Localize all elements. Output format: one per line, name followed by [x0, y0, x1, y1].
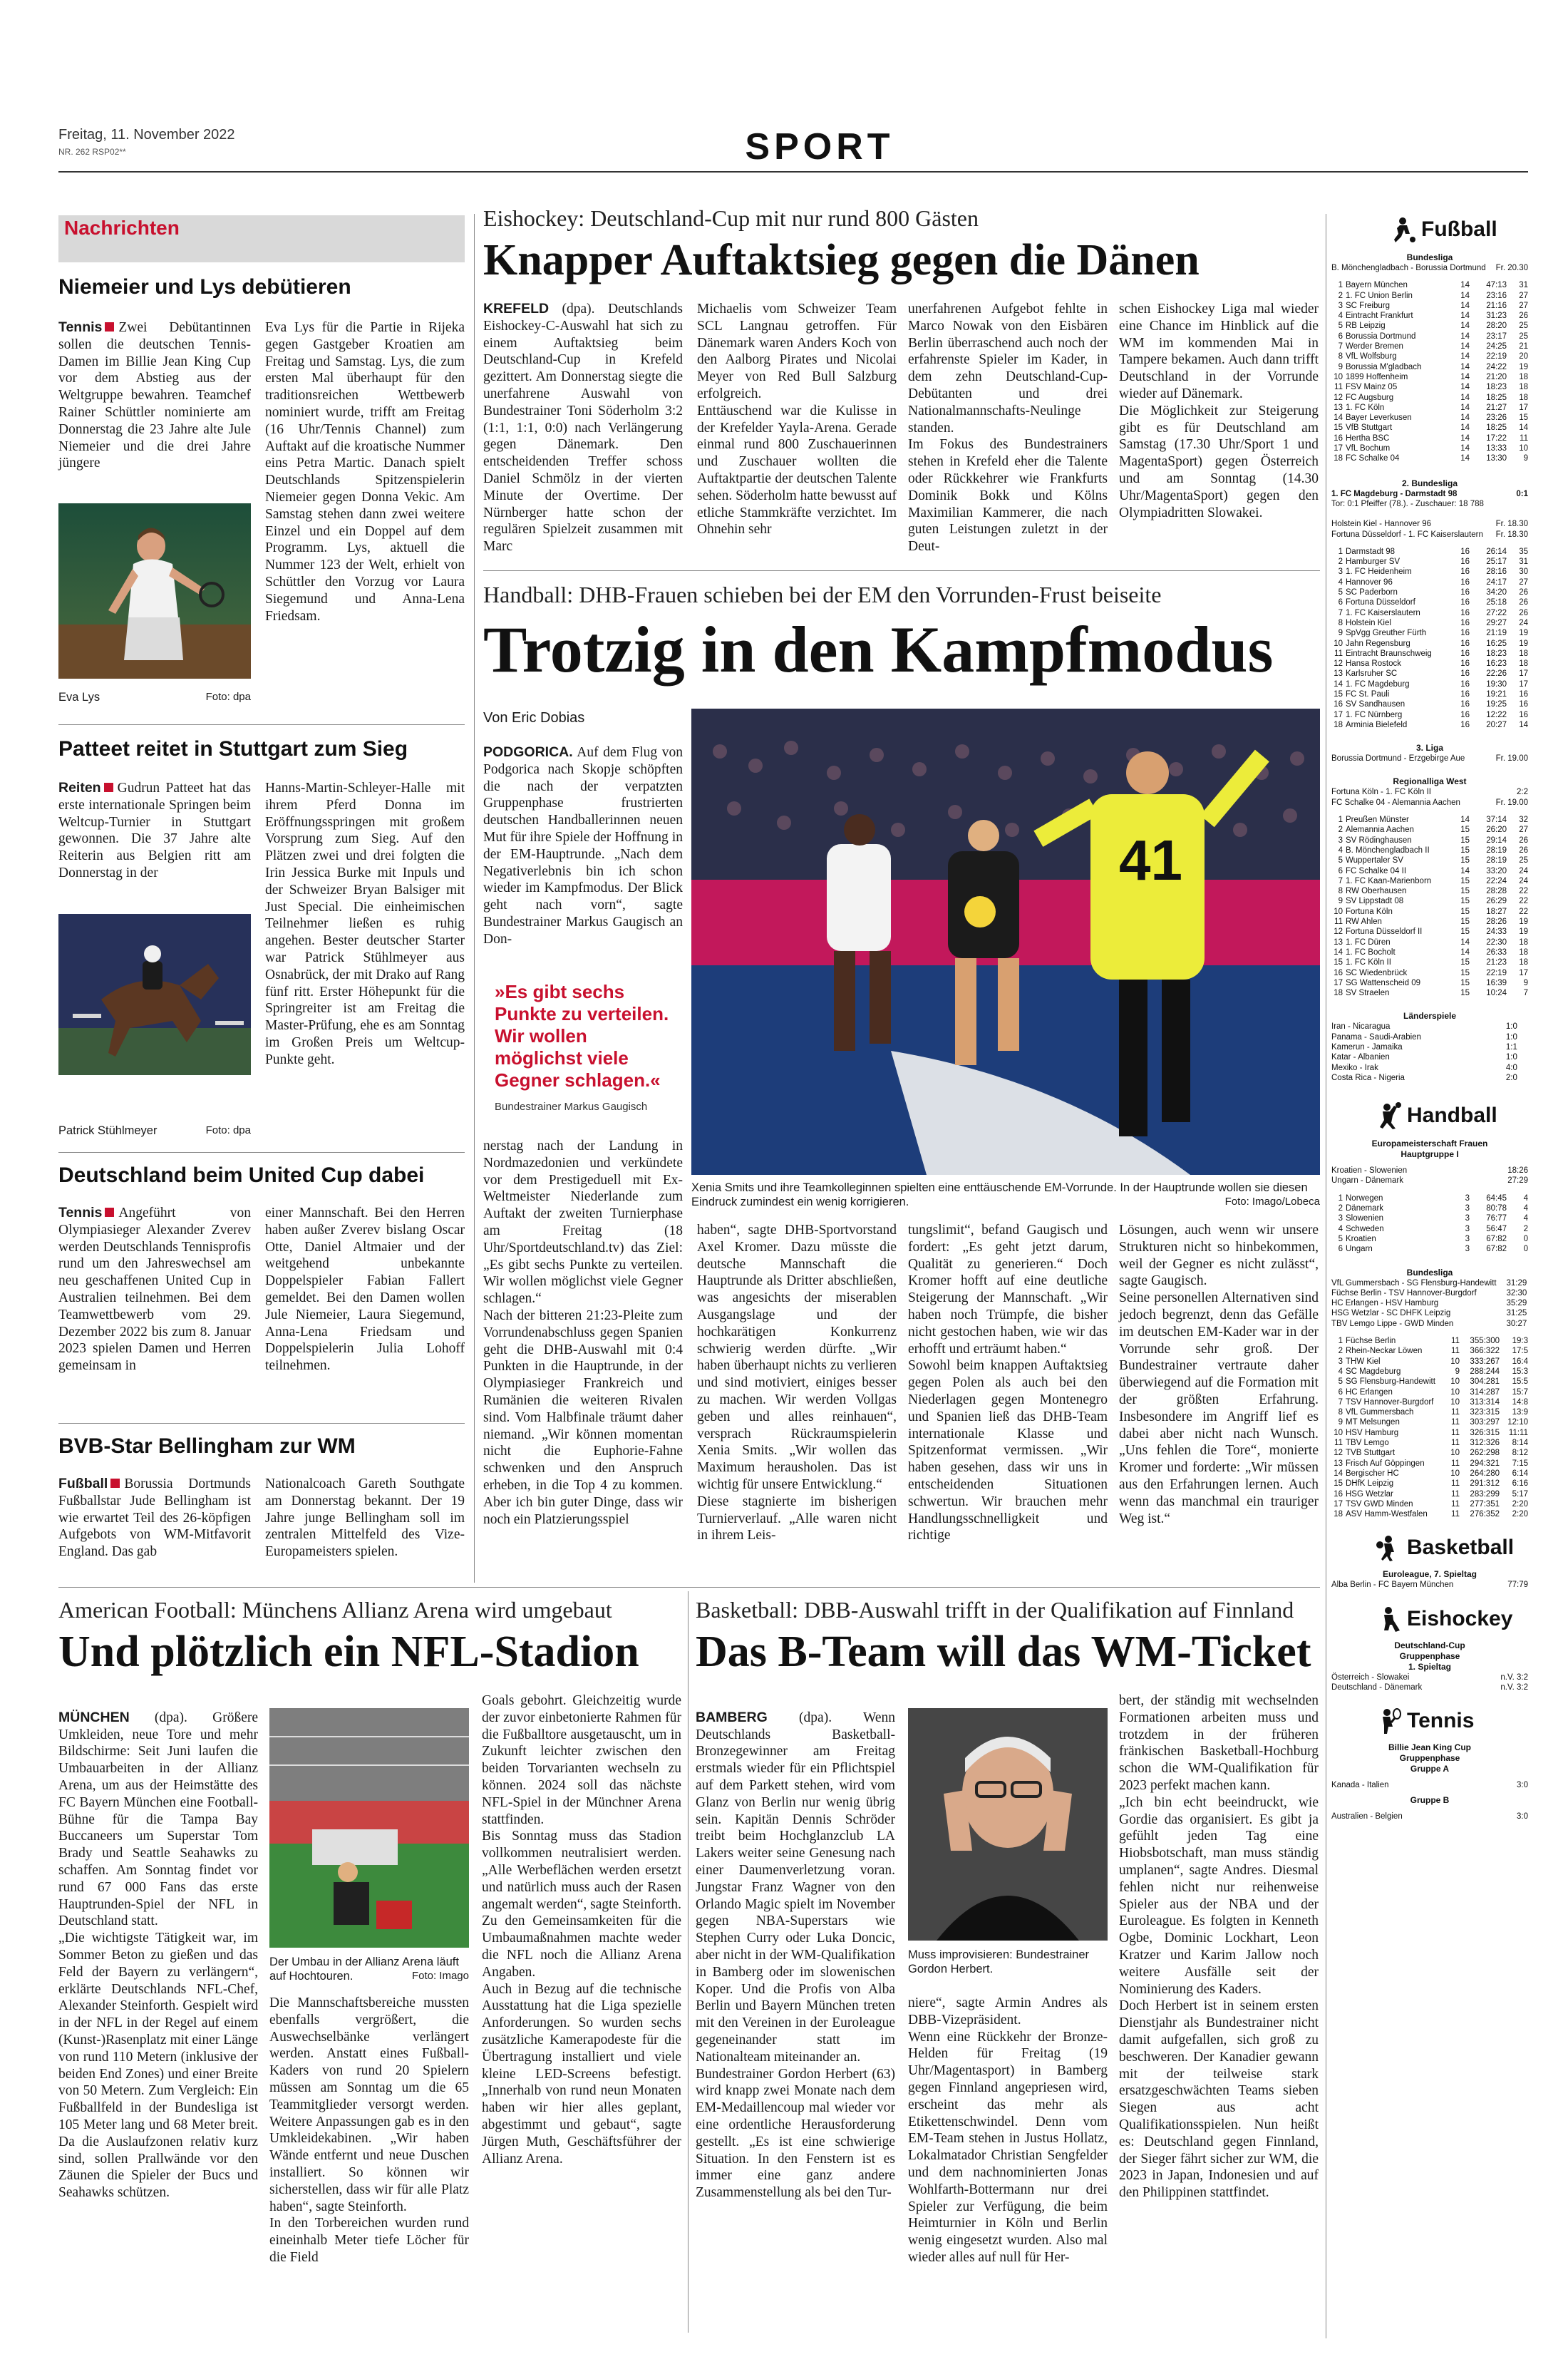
news-4-col1 — [58, 1476, 251, 1561]
table-row: 1 Füchse Berlin 11 355:300 19:3 — [1338, 1337, 1528, 1346]
handball-col2: haben“, sagte DHB-Sportvorstand Axel Kromer. Dazu müsste die deutsche Mannschaft die Hauptrunde als Dritter abschließen, was angesichts der miserablen Ausgangslage und der hochkarätigen Konkurrenz schwierig werden dürfte. „Wir haben überhaupt nichts zu verlieren und sind motiviert, einiges besser zu machen. Wir werden Vollgas geben und alles reinhauen“, versprach Rückraumspielerin Xenia Smits. „Wir wollen das Maximum herausholen. Das ist wichtig für unsere Entwicklung.“ Diese stagnierte im bisherigen Turnierverlauf. „Alle waren nicht in ihrem Leis- — [697, 1223, 897, 1543]
table-row: 18 Arminia Bielefeld 16 20:27 14 — [1334, 720, 1528, 729]
handball-col3: tungslimit“, befand Gaugisch und fordert: „Es geht jetzt darum, Qualität zu generieren.“ Doch Kromer hofft auf eine deutliche Steigerung der Mannschaft. „Wir haben noch Trümpfe, die bisher nicht gestochen haben, wie wir das erhofft und erträumt haben.“ Sowohl beim knappen Auftaktsieg gegen Polen als auch bei den Niederlagen gegen Montenegro und Spanien ließ das DHB-Team internationale Klasse und Spitzenformat vermissen. „Wir haben gesehen, dass wir uns in entscheidenden Situationen schwertun. Wir brauchen mehr Handlungsschnelligkeit und richtige — [908, 1223, 1108, 1543]
table-row: 5 SC Paderborn 16 34:20 26 — [1338, 588, 1528, 597]
football-col1: MÜNCHEN (dpa). Größere Umkleiden, neue Tore und mehr Bildschirme: Seit Juni laufen die Umbauarbeiten in der Allianz Arena, um aus der Heimstätte des FC Bayern München eine Football-Bühne für die Tampa Bay Buccaneers um Superstar Tom Brady und Seattle Seahawks zu schaffen. Am Sonntag findet vor rund 67 000 Fans das erste Hauptrunden-Spiel der NFL in Deutschland statt. „Die wichtigste Tätigkeit war, im Sommer Beton zu gießen und das Feld der Bayern zu verlängern“, erklärte Deutschlands NFL-Chef, Alexander Steinforth. Gespielt wird in der NFL in der Regel auf einem (Kunst-)Rasenplatz mit einer Länge von rund 110 Metern (inklusive der beiden End Zones) und einer Breite von 50 Metern. Zum Vergleich: Ein Fußballfeld in der Bundesliga ist 105 Meter lang und 68 Meter breit. Da die Auslaufzonen relativ kurz sind, sollen Prallwände vor den Zäunen die Spieler der Bucs und Seahawks schützen. — [58, 1709, 258, 2201]
table-row: 13 Karlsruher SC 16 22:26 17 — [1334, 669, 1528, 679]
table-row: VfL Gummersbach - SG Flensburg-Handewitt 31:29 — [1331, 1278, 1527, 1288]
table-row: 6 Borussia Dortmund 14 23:17 25 — [1338, 332, 1528, 341]
table-row: 12 TVB Stuttgart 10 262:298 8:12 — [1334, 1449, 1528, 1458]
news-headline-2: Patteet reitet in Stuttgart zum Sieg — [58, 737, 408, 761]
bb-head: Euroleague, 7. Spieltag — [1382, 1569, 1477, 1580]
table-row: 12 Fortuna Düsseldorf II 15 24:33 19 — [1334, 928, 1528, 937]
eishockey-divider — [483, 570, 1320, 571]
hb-em-table — [1331, 1193, 1528, 1255]
table-row: 14 1. FC Magdeburg 16 19:30 17 — [1334, 679, 1528, 689]
table-row: 7 Werder Bremen 14 24:25 21 — [1338, 342, 1528, 351]
eh-matches: Österreich - Slowakei n.V. 3:2 Deutschland - Dänemark n.V. 3:2 — [1331, 1673, 1528, 1692]
table-row: 4 SC Magdeburg 9 288:244 15:3 — [1338, 1367, 1528, 1376]
table-row: 4 Eintracht Frankfurt 14 31:23 26 — [1338, 312, 1528, 321]
photo-patrick-stuehlmeyer — [58, 914, 251, 1075]
table-row: 11 RW Ahlen 15 28:26 19 — [1334, 918, 1528, 927]
header-rule — [58, 171, 1528, 173]
hb-em-head: Europameisterschaft Frauen — [1371, 1139, 1488, 1149]
bl2-goal: Tor: 0:1 Pfeiffer (78.). - Zuschauer: 18 788 — [1331, 499, 1484, 508]
table-row: 18 SV Straelen 15 10:24 7 — [1334, 989, 1528, 998]
table-row: 7 TSV Hannover-Burgdorf 10 313:314 14:8 — [1338, 1397, 1528, 1407]
eishockey-col2: Michaelis vom Schweizer Team SCL Langnau getroffen. Für Dänemark waren Anders Koch von den Aalborg Pirates und Nicolai Meyer von Red Bull Salzburg erfolgreich. Enttäuschend war die Kulisse in der Krefelder Yayla-Arena. Gerade einmal rund 800 Zuschauerinnen und Zuschauer wollten die Auftaktpartie der deutschen Talente sehen. Söderholm hatte bewusst auf etliche Stammkräfte verzichtet. Im Ohnehin sehr — [697, 302, 897, 538]
football-col3: Goals gebohrt. Gleichzeitig wurde der zuvor einbetonierte Rahmen für die Fußballtore ausgetauscht, um in Zukunft leichter zwischen den beiden Torvarianten wechseln zu können. 2024 soll das nächste NFL-Spiel in der Münchner Arena stattfinden. Bis Sonntag muss das Stadion vollkommen neutralisiert werden. „Alle Werbeflächen werden ersetzt und natürlich muss auch der Rasen angemalt werden“, sagte Steinforth. Zu den Gemeinsamkeiten für die Umbaumaßnahmen machte weder die NFL noch die Allianz Arena Angaben. Auch in Bezug auf die technische Ausstattung hat die Liga spezielle Anforderungen. So wurden sechs zusätzliche Kamerapodeste für die Übertragung installiert und viele kleine LED-Screens befestigt. „Innerhalb von rund neun Monaten haben wir hier alles geplant, abgestimmt und gebaut“, sagte Jürgen Muth, Geschäftsführer der Allianz Arena. — [482, 1693, 681, 2167]
rl-table — [1331, 815, 1528, 998]
svg-text:41: 41 — [1119, 828, 1182, 892]
caption-stuehlmeyer: Patrick Stühlmeyer Foto: dpa — [58, 1124, 251, 1137]
photo-gordon-herbert — [908, 1708, 1108, 1941]
table-row: 15 1. FC Köln II 15 21:23 18 — [1334, 958, 1528, 967]
news-box-head — [58, 215, 465, 262]
eh-sub2: 1. Spieltag — [1408, 1661, 1452, 1672]
table-row: 8 RW Oberhausen 15 28:28 22 — [1338, 887, 1528, 896]
news-headline-4: BVB-Star Bellingham zur WM — [58, 1434, 356, 1458]
bl2-fixtures: Holstein Kiel - Hannover 96 Fr. 18.30 Fortuna Düsseldorf - 1. FC Kaiserslautern Fr. 18.30 — [1331, 520, 1528, 539]
caption-eva-lys: Eva Lys Foto: dpa — [58, 691, 251, 704]
news-4-tag: Fußball — [58, 1476, 108, 1491]
table-row: 1 Bayern München 14 47:13 31 — [1338, 281, 1528, 290]
table-row: 10 Fortuna Köln 15 18:27 22 — [1334, 907, 1528, 916]
news-2-col1 — [58, 780, 251, 882]
news-2-tag: Reiten — [58, 780, 101, 796]
handball-headline: Trotzig in den Kampfmodus — [483, 613, 1274, 686]
red-square-icon — [104, 783, 113, 792]
eishockey-dateline: KREFELD — [483, 301, 550, 317]
table-row: 13 Frisch Auf Göppingen 11 294:321 7:15 — [1334, 1459, 1528, 1468]
table-row: 5 Wuppertaler SV 15 28:19 25 — [1338, 856, 1528, 865]
tennis-player-icon — [1374, 1707, 1403, 1735]
table-row: Costa Rica - Nigeria 2:0 — [1331, 1073, 1517, 1082]
table-row: 4 Schweden 3 56:47 2 — [1338, 1224, 1528, 1233]
photo-eva-lys — [58, 503, 251, 679]
table-row: 17 VfL Bochum 14 13:33 10 — [1334, 444, 1528, 453]
table-row: 8 VfL Gummersbach 11 323:315 13:9 — [1338, 1408, 1528, 1417]
table-row: 8 Holstein Kiel 16 29:27 24 — [1338, 618, 1528, 627]
news-3-col1 — [58, 1205, 251, 1375]
news-3-col2: einer Mannschaft. Bei den Herren haben außer Zverev bislang Oscar Otte, Daniel Altmaier und der weitgehend unbekannte Doppelspieler Fabian Fallert gemeldet. Bei den Damen wollen Jule Niemeier, Laura Siegemund, Anna-Lena Friedsam und Doppelspielerin Julia Lohoff teilnehmen. — [265, 1206, 465, 1374]
table-row: 7 1. FC Kaiserslautern 16 27:22 26 — [1338, 608, 1528, 617]
table-row: Mexiko - Irak 4:0 — [1331, 1063, 1517, 1072]
fussball-bl-head: Bundesliga — [1406, 252, 1453, 262]
mid-rule — [58, 1587, 1320, 1588]
table-row: Iran - Nicaragua 1:0 — [1331, 1022, 1517, 1032]
eishockey-col1: KREFELD (dpa). Deutschlands Eishockey-C-Auswahl hat sich zu einem Auftaktsieg beim Deutschland-Cup in Krefeld gezittert. Am Donnerstag siegte die unerfahrene Auswahl von Bundestrainer Toni Söderholm 3:2 (1:1, 1:1, 0:0) nach Verlängerung gegen Dänemark. Den entscheidenden Treffer schoss Daniel Schmölz in der vierten Minute der Overtime. Der Nürnberger hatte schon der regulären Spielzeit zusammen mit Marc — [483, 301, 684, 555]
basketball-dateline: BAMBERG — [696, 1709, 768, 1725]
bl2-table — [1331, 547, 1528, 730]
table-row: 11 FSV Mainz 05 14 18:23 18 — [1334, 383, 1528, 392]
fussball-bl2-head: 2. Bundesliga — [1401, 478, 1458, 488]
photo-handball-game — [691, 709, 1320, 1175]
table-row: 2 Hamburger SV 16 25:17 31 — [1338, 558, 1528, 567]
table-row: 8 VfL Wolfsburg 14 22:19 20 — [1338, 352, 1528, 361]
handball-kicker: Handball: DHB-Frauen schieben bei der EM den Vorrunden-Frust beiseite — [483, 582, 1162, 607]
table-row: 18 ASV Hamm-Westfalen 11 276:352 2:20 — [1334, 1510, 1528, 1519]
table-row: TBV Lemgo Lippe - GWD Minden 30:27 — [1331, 1319, 1527, 1328]
eishockey-col3: unerfahrenen Aufgebot fehlte in Marco Nowak von den Eisbären Berlin überraschend auch noch der erfahrenste Spieler im Kader, in dem zehn Deutschland-Cup-Debütanten und drei Nationalmannschafts-Neulinge standen. Im Fokus des Bundestrainers stehen in Krefeld eher die Talente oder Rückkehrer wie Frankfurts Dominik Bokk und Kölns Maximilian Kammerer, die nach guten Leistungen zuletzt in der Deut- — [908, 302, 1108, 555]
rl-head: Regionalliga West — [1393, 776, 1467, 787]
edition-code: NR. 262 RSP02** — [58, 147, 126, 157]
ice-hockey-icon — [1374, 1605, 1403, 1633]
table-row: 3 1. FC Heidenheim 16 28:16 30 — [1338, 567, 1528, 577]
table-row: 13 1. FC Düren 14 22:30 18 — [1334, 937, 1528, 947]
basketball-player-icon — [1374, 1533, 1403, 1562]
fussball-head: Fußball — [1388, 215, 1528, 244]
tn-head: Billie Jean King Cup — [1388, 1742, 1471, 1753]
hb-bl-matches — [1331, 1278, 1528, 1329]
table-row: 1 Darmstadt 98 16 26:14 35 — [1338, 547, 1528, 556]
table-row: 4 Hannover 96 16 24:17 27 — [1338, 577, 1528, 587]
table-row: Katar - Albanien 1:0 — [1331, 1053, 1517, 1062]
table-row: 6 Ungarn 3 67:82 0 — [1338, 1245, 1528, 1254]
table-row: 1 Norwegen 3 64:45 4 — [1338, 1193, 1528, 1203]
news-divider-2 — [58, 1152, 465, 1153]
football-dateline: MÜNCHEN — [58, 1709, 130, 1725]
bb-match: Alba Berlin - FC Bayern München 77:79 — [1331, 1581, 1528, 1590]
table-row: Kamerun - Jamaika 1:1 — [1331, 1043, 1517, 1052]
hb-bl-head: Bundesliga — [1406, 1267, 1453, 1278]
table-row: 2 Alemannia Aachen 15 26:20 27 — [1338, 826, 1528, 835]
table-row: 16 SC Wiedenbrück 15 22:19 17 — [1334, 968, 1528, 977]
red-square-icon — [105, 322, 114, 332]
table-row: Füchse Berlin - TSV Hannover-Burgdorf 32:30 — [1331, 1288, 1527, 1298]
tennis-head: Tennis — [1374, 1707, 1528, 1735]
table-row: 16 SV Sandhausen 16 19:25 16 — [1334, 700, 1528, 709]
table-row: 2 Rhein-Neckar Löwen 11 366:322 17:5 — [1338, 1347, 1528, 1356]
ls-head: Länderspiele — [1403, 1011, 1457, 1022]
table-row: 1 Preußen Münster 14 37:14 32 — [1338, 816, 1528, 825]
basketball-col3: bert, der ständig mit wechselnden Formationen arbeiten muss und trotzdem in der früheren fränkischen Basketball-Hochburg schon die WM-Qualifikation für 2023 perfekt machen kann. „Ich bin echt beeindruckt, wie Gordie das organisiert. Es gibt ja gefühlt jeden Tag eine Hiobsbotschaft, man muss ständig umplanen“, sagte Andres. Diesmal fehlen nicht nur reihenweise Spieler aus der NBA und der Euroleague. Es folgten in Kenneth Ogbe, Dominic Lockhart, Leon Kratzer und Karim Jallow noch weitere Ausfälle seit der Nominierung des Kaders. Doch Herbert ist in seinem ersten Dienstjahr als Bundestrainer nicht damit aufgefallen, sich groß zu beschweren. Der Kanadier gewann mit der teilweise stark ersatzgeschwächten Teams sieben Siegen aus acht Qualifikationsspielen. Nun heißt es: Deutschland gegen Finnland, der Sieger fährt sicher zur WM, die 2023 in Japan, Indonesien und auf den Philippinen stattfindet. — [1119, 1693, 1319, 2201]
handball-dateline: PODGORICA. — [483, 744, 573, 760]
table-row: 15 FC St. Pauli 16 19:21 16 — [1334, 689, 1528, 699]
table-row: 12 Hansa Rostock 16 16:23 18 — [1334, 659, 1528, 669]
table-row: 17 TSV GWD Minden 11 277:351 2:20 — [1334, 1499, 1528, 1509]
tn-gb: Gruppe B — [1410, 1794, 1450, 1805]
liga3-match: Borussia Dortmund - Erzgebirge Aue Fr. 19.00 — [1331, 754, 1528, 764]
handball-head: Handball — [1374, 1101, 1528, 1130]
soccer-player-icon — [1388, 215, 1417, 244]
section-title: SPORT — [745, 126, 894, 168]
col-rule-news — [474, 214, 475, 1583]
basketball-col2: niere“, sagte Armin Andres als DBB-Vizepräsident. Wenn eine Rückkehr der Bronze-Helden für Freitag (19 Uhr/Magentasport) in Bamberg gegen Finnland angepriesen wird, erscheint das mehr als Etikettenschwindel. Denn vom EM-Team stehen in Justus Hollatz, Lokalmatador Christian Sengfelder und dem nachnominierten Jonas Wohlfarth-Bottermann nur drei Spieler zur Verfügung, die beim Heimturnier in Köln und Berlin wenig eingesetzt wurden. Also mal wieder alles auf null für Her- — [908, 1995, 1108, 2265]
news-2-text: Gudrun Patteet hat das erste internationale Springen beim Weltcup-Turnier in Stuttgart gewonnen. Die 37 Jahre alte Reiterin aus Belgien ritt am Donnerstag in der — [58, 781, 251, 880]
news-title: Nachrichten — [64, 217, 180, 239]
table-row: 3 SC Freiburg 14 21:16 27 — [1338, 301, 1528, 310]
table-row: 15 DHfK Leipzig 11 291:312 6:16 — [1334, 1479, 1528, 1489]
table-row: 3 THW Kiel 10 333:267 16:4 — [1338, 1357, 1528, 1366]
handball-col4: Lösungen, auch wenn wir unsere Strukturen nicht so hinbekommen, weil der Gegner es nicht zulässt“, sagte Gaugisch. Seine personellen Alternativen sind jedoch begrenzt, denn das Gefälle im deutschen EM-Kader war in der Vorrunde sehr groß. Der Bundestrainer vertraute daher überwiegend auf die Formation mit der größten Erfahrung. Insbesondere im Angriff lief es dabei aber nicht nach Wunsch. „Uns fehlen die Tore“, monierte Kromer und forderte: „Wir müssen aus den Erfahrungen lernen. Auch wenn das manchmal ein trauriger Weg ist.“ — [1119, 1223, 1319, 1526]
table-row: Panama - Saudi-Arabien 1:0 — [1331, 1032, 1517, 1042]
table-row: 2 1. FC Union Berlin 14 23:16 27 — [1338, 291, 1528, 300]
sidebar — [1331, 214, 1528, 1821]
red-square-icon — [105, 1208, 114, 1217]
table-row: 10 Jahn Regensburg 16 16:25 19 — [1334, 639, 1528, 648]
handball-player-icon — [1374, 1101, 1403, 1130]
bl-match: B. Mönchengladbach - Borussia Dortmund Fr. 20.30 — [1331, 264, 1528, 272]
table-row: 18 FC Schalke 04 14 13:30 9 — [1334, 454, 1528, 463]
news-divider-3 — [58, 1423, 465, 1424]
handball-lead: PODGORICA. Auf dem Flug von Podgorica nach Skopje schöpften die nach der verpatzten Gruppenphase frustrierten deutschen Handballerinnen neuen Mut für ihre Spiele der Hoffnung in der EM-Hauptrunde. „Nach dem Negativerlebnis bin ich schon wieder im Kampfmodus. Der Blick geht nach vorn“, sagte Bundestrainer Markus Gaugisch an Don- — [483, 744, 683, 947]
eh-sub: Gruppenphase — [1399, 1650, 1460, 1661]
table-row: 3 SV Rödinghausen 15 29:14 26 — [1338, 836, 1528, 845]
handball-col1: nerstag nach der Landung in Nordmazedonien und verkündete vor dem Prestigeduell mit Ex-Weltmeister Niederlande zum Auftakt der zweiten Turnierphase am Freitag (18 Uhr/Sportdeutschland.tv) das Ziel: „Es gibt sechs Punkte zu verteilen. Wir wollen möglichst viele Gegner schlagen.“ Nach der bitteren 21:23-Pleite zum Vorrundenabschluss gegen Spanien geht die DHB-Auswahl mit 0:4 Punkten in die Hauptrunde, in der Olympiasieger Frankreich und Rumänien die weiteren Rivalen sind. Vom Halbfinale träumt daher niemand. „Wir können momentan nicht die Euphorie-Fahne schwenken und den Anspruch erheben, in die Top 4 zu kommen. Aber ich bin guter Dinge, dass wir noch ein Platzierungsspiel — [483, 1139, 683, 1527]
eh-head: Deutschland-Cup — [1394, 1640, 1465, 1650]
table-row: 14 Bergischer HC 10 264:280 6:14 — [1334, 1469, 1528, 1478]
basketball-caption: Muss improvisieren: Bundestrainer Gordon Herbert. — [908, 1948, 1090, 1975]
bl-table — [1331, 280, 1528, 463]
photo-allianz-arena — [269, 1708, 469, 1948]
basketball-head: Basketball — [1374, 1533, 1528, 1562]
handball-caption: Xenia Smits und ihre Teamkolleginnen spielten eine enttäuschende EM-Vorrunde. In der Hauptrunde wollen sie diesen Eindruck zumindest ein wenig korrigieren. Foto: Imago/Lobeca — [691, 1181, 1320, 1208]
table-row: 13 1. FC Köln 14 21:27 17 — [1334, 403, 1528, 412]
table-row: 10 1899 Hoffenheim 14 21:20 18 — [1334, 372, 1528, 381]
news-divider-1 — [58, 724, 465, 725]
news-1-tag: Tennis — [58, 319, 103, 335]
table-row: 5 SG Flensburg-Handewitt 10 304:281 15:5 — [1338, 1377, 1528, 1387]
football-caption: Der Umbau in der Allianz Arena läuft auf Hochtouren. Foto: Imago — [269, 1956, 469, 1983]
news-3-tag: Tennis — [58, 1205, 103, 1221]
basketball-headline: Das B-Team will das WM-Ticket — [696, 1628, 1311, 1676]
news-1-text: Zwei Debütantinnen sollen die deutschen Tennis-Damen im Billie Jean King Cup vor dem Abstieg aus der Weltgruppe bewahren. Teamchef Rainer Schüttler nominierte am Donnerstag die 23 Jahre alte Jule Niemeier und die drei Jahre jüngere — [58, 320, 251, 471]
handball-quote: »Es gibt sechs Punkte zu verteilen. Wir wollen möglichst viele Gegner schlagen.« — [495, 981, 669, 1091]
table-row: 6 FC Schalke 04 II 14 33:20 24 — [1338, 866, 1528, 875]
news-4-text: Borussia Dortmunds Fußballstar Jude Bellingham ist wie erwartet Teil des 26-köpfigen Aufgebots von WM-Mitfavorit England. Das gab — [58, 1476, 251, 1560]
table-row: 14 Bayer Leverkusen 14 23:26 15 — [1334, 413, 1528, 423]
table-row: 9 SpVgg Greuther Fürth 16 21:19 19 — [1338, 629, 1528, 638]
liga3-head: 3. Liga — [1415, 743, 1443, 754]
football-col2: Die Mannschaftsbereiche mussten ebenfalls vergrößert, die Auswechselbänke verlängert werden. Anstatt eines Fußball-Kaders von rund 20 Spielern müssen am Sonntag um die 65 Teammitglieder versorgt werden. Weitere Anpassungen gab es in den Umkleidekabinen. „Wir haben Wände entfernt und neue Duschen installiert. So können wir sicherstellen, dass wir für alle Platz haben“, sagte Steinforth. In den Torbereichen wurden rund eineinhalb Meter tiefe Löcher für die Field — [269, 1995, 469, 2265]
news-3-text: Angeführt von Olympiasieger Alexander Zverev werden Deutschlands Tennisprofis rund um den Jahreswechsel am neu geschaffenen United Cup in Australien teilnehmen. Bei dem Teamwettbewerb vom 29. Dezember 2022 bis zum 8. Januar 2023 spielen Damen und Herren gemeinsam in — [58, 1206, 251, 1374]
tn-ga-match: Kanada - Italien 3:0 — [1331, 1781, 1528, 1790]
football-headline: Und plötzlich ein NFL-Stadion — [58, 1628, 639, 1676]
table-row: 9 SV Lippstadt 08 15 26:29 22 — [1338, 897, 1528, 906]
table-row: 9 MT Melsungen 11 303:297 12:10 — [1338, 1418, 1528, 1427]
table-row: 11 Eintracht Braunschweig 16 18:23 18 — [1334, 649, 1528, 658]
handball-quote-source: Bundestrainer Markus Gaugisch — [495, 1101, 648, 1113]
table-row: 7 1. FC Kaan-Marienborn 15 22:24 24 — [1338, 876, 1528, 885]
table-row: 6 Fortuna Düsseldorf 16 25:18 26 — [1338, 598, 1528, 607]
table-row: HSG Wetzlar - SC DHFK Leipzig 31:25 — [1331, 1309, 1527, 1318]
eishockey-kicker: Eishockey: Deutschland-Cup mit nur rund 800 Gästen — [483, 205, 979, 231]
hb-bl-table — [1331, 1336, 1528, 1519]
eishockey-headline: Knapper Auftaktsieg gegen die Dänen — [483, 236, 1200, 284]
eishockey-col4: schen Eishockey Liga mal wieder eine Chance im Hinblick auf die WM im kommenden Mai in Tampere bekamen. Auch dann trifft Deutschland in der Vorrunde wieder auf Dänemark. Die Möglichkeit zur Steigerung gibt es für Deutschland am Samstag (17.30 Uhr/Sport 1 und MagentaSport) gegen Österreich und am Sonntag (14.30 Uhr/MagentaSport) gegen den Olympiadritten Slowakei. — [1119, 302, 1319, 520]
table-row: 9 Borussia M'gladbach 14 24:22 19 — [1338, 362, 1528, 371]
news-2-col2: Hanns-Martin-Schleyer-Halle mit ihrem Pferd Donna im Eröffnungsspringen mit großem Vorsprung zum Sieg. Auf den Plätzen zwei und drei folgten die Irin Jessica Burke mit Inpuls und der Schweizer Bryan Balsiger mit Just Special. Die einheimischen Teilnehmer ließen es ruhig angehen. Bester deutscher Starter war Patrick Stühlmeyer aus Osnabrück, der mit Drako auf Rang fünf ritt. Erster Höhepunkt für die Springreiter ist am Freitag die Master-Prüfung, ehe es am Sonntag im Großen Preis um Weltcup-Punkte geht. — [265, 781, 465, 1067]
table-row: 4 B. Mönchengladbach II 15 28:19 26 — [1338, 846, 1528, 855]
table-row: 17 1. FC Nürnberg 16 12:22 16 — [1334, 710, 1528, 719]
news-1-col1 — [58, 319, 251, 472]
basketball-col1: BAMBERG (dpa). Wenn Deutschlands Basketball-Bronzegewinner am Freitag erstmals wieder für ein Pflichtspiel auf dem Parkett stehen, wird vom Glanz von Berlin nur wenig übrig sein. Kapitän Dennis Schröder treibt beim Hochglanzclub LA Lakers weiter seine Genesung nach einer Daumenverletzung voran. Jungstar Franz Wagner von den Orlando Magic spielt im November gegen NBA-Superstars wie Stephen Curry oder Luka Doncic, aber nicht in der WM-Qualifikation in Bamberg oder im slowenischen Koper. Und die Profis von Alba Berlin und Bayern München treten mit den Vereinen in der Euroleague gegeneinander statt im Nationalteam miteinander an. Bundestrainer Gordon Herbert (63) wird knapp zwei Monate nach dem EM-Medaillencoup mal wieder vor eine ordentliche Herausforderung gestellt. „Es ist eine schwierige Situation. In den Fenstern ist es immer eine ganz andere Zusammenstellung als bei den Tur- — [696, 1709, 895, 2201]
eishockey-head: Eishockey — [1374, 1605, 1528, 1633]
handball-byline: Von Eric Dobias — [483, 710, 585, 726]
table-row: 3 Slowenien 3 76:77 4 — [1338, 1214, 1528, 1223]
table-row: 12 FC Augsburg 14 18:25 18 — [1334, 393, 1528, 402]
news-headline-1: Niemeier und Lys debütieren — [58, 275, 351, 299]
rl-matches: Fortuna Köln - 1. FC Köln II 2:2 FC Schalke 04 - Alemannia Aachen Fr. 19.00 — [1331, 788, 1528, 807]
table-row: 5 RB Leipzig 14 28:20 25 — [1338, 322, 1528, 331]
football-kicker: American Football: Münchens Allianz Arena wird umgebaut — [58, 1597, 612, 1623]
tn-sub: Gruppenphase — [1399, 1753, 1460, 1764]
hb-em-matches: Kroatien - Slowenien 18:26 Ungarn - Dänemark 27:29 — [1331, 1166, 1528, 1186]
table-row: HC Erlangen - HSV Hamburg 35:29 — [1331, 1299, 1527, 1308]
bl2-result: 1. FC Magdeburg - Darmstadt 98 0:1 — [1331, 489, 1528, 498]
tn-gb-match: Australien - Belgien 3:0 — [1331, 1812, 1528, 1821]
table-row: 15 VfB Stuttgart 14 18:25 14 — [1334, 423, 1528, 433]
table-row: 10 HSV Hamburg 11 326:315 11:11 — [1334, 1428, 1528, 1437]
table-row: 16 Hertha BSC 14 17:22 11 — [1334, 433, 1528, 443]
basketball-kicker: Basketball: DBB-Auswahl trifft in der Qualifikation auf Finnland — [696, 1597, 1294, 1623]
news-headline-3: Deutschland beim United Cup dabei — [58, 1163, 425, 1187]
tn-ga: Gruppe A — [1410, 1764, 1450, 1774]
news-1-col2: Eva Lys für die Partie in Rijeka gegen Gastgeber Kroatien am Freitag und Samstag. Lys, die zum ersten Mal überhaupt für den traditionsreichen Wettbewerb nominiert wurde, trifft am Freitag (16 Uhr/Tennis Channel) zum Auftakt auf die kroatische Nummer eins Petra Martic. Danach spielt Deutschlands Spitzenspielerin Niemeier gegen Donna Vekic. Am Samstag stehen dann zwei weitere Einzel und ein Doppel auf dem Programm. Lys, aktuell die Nummer 123 der Welt, erhielt von Schüttler den Vorzug vor Laura Siegemund und Anna-Lena Friedsam. — [265, 320, 465, 624]
hb-em-sub: Hauptgruppe I — [1401, 1149, 1459, 1160]
table-row: 11 TBV Lemgo 11 312:326 8:14 — [1334, 1439, 1528, 1448]
table-row: 17 SG Wattenscheid 09 15 16:39 9 — [1334, 978, 1528, 987]
table-row: 6 HC Erlangen 10 314:287 15:7 — [1338, 1387, 1528, 1397]
page-date: Freitag, 11. November 2022 — [58, 127, 235, 143]
news-4-col2: Nationalcoach Gareth Southgate am Donnerstag bekannt. Der 19 Jahre junge Bellingham soll im zentralen Mittelfeld des Vize-Europameisters spielen. — [265, 1476, 465, 1560]
table-row: 14 1. FC Bocholt 14 26:33 18 — [1334, 947, 1528, 957]
ls-table — [1331, 1022, 1528, 1083]
red-square-icon — [110, 1479, 120, 1488]
table-row: 2 Dänemark 3 80:78 4 — [1338, 1204, 1528, 1213]
table-row: 5 Kroatien 3 67:82 0 — [1338, 1234, 1528, 1243]
table-row: 16 HSG Wetzlar 11 283:299 5:17 — [1334, 1489, 1528, 1499]
